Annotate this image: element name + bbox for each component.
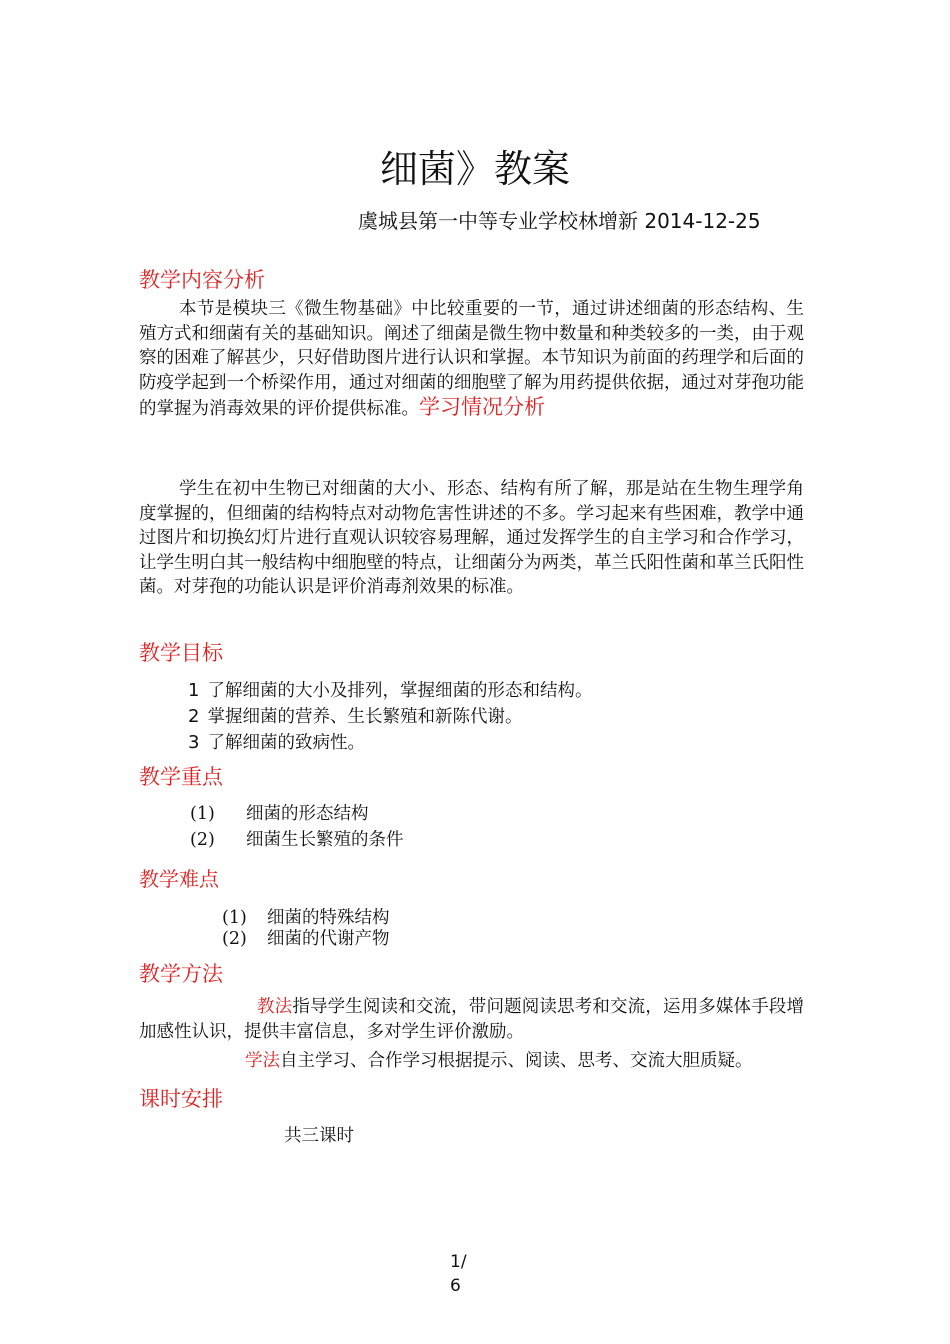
document-title: 细菌》教案 <box>379 147 570 191</box>
heading-difficulties: 教学难点 <box>139 867 219 891</box>
teaching-method-text: 指导学生阅读和交流，带问题阅读思考和交流，运用多媒体手段增加感性认识，提供丰富信息，多对学生评价激励。 <box>139 997 805 1042</box>
heading-objectives: 教学目标 <box>139 641 223 665</box>
heading-student-analysis: 学习情况分析 <box>419 395 545 419</box>
teaching-method-paragraph <box>139 995 804 1044</box>
schedule-text: 共三课时 <box>284 1126 354 1146</box>
learning-method-label: 学法 <box>245 1051 280 1071</box>
objective-item: 1 了解细菌的大小及排列，掌握细菌的形态和结构。 <box>188 680 593 701</box>
objective-item: 2 掌握细菌的营养、生长繁殖和新陈代谢。 <box>188 706 523 727</box>
heading-methods: 教学方法 <box>139 962 223 986</box>
page-number-top: 1/ <box>450 1252 467 1272</box>
content-analysis-paragraph <box>139 297 804 422</box>
learning-method-line <box>245 1047 753 1072</box>
difficulty-item: (2) 细菌的代谢产物 <box>222 929 390 949</box>
teaching-method-label: 教法 <box>257 997 293 1017</box>
learning-method-text: 自主学习、合作学习根据提示、阅读、思考、交流大胆质疑。 <box>280 1051 753 1071</box>
key-point-item: (2) 细菌生长繁殖的条件 <box>190 830 404 850</box>
author-date-line: 虞城县第一中等专业学校林增新 2014-12-25 <box>358 209 761 233</box>
content-analysis-text: 本节是模块三《微生物基础》中比较重要的一节，通过讲述细菌的形态结构、生殖方式和细菌有关的基础知识。阐述了细菌是微生物中数量和种类较多的一类，由于观察的困难了解甚少，只好借助图片进行认识和掌握。本节知识为前面的药理学和后面的防疫学起到一个桥梁作用，通过对细菌的细胞壁了解为用药提供依据，通过对芽孢功能的掌握为消毒效果的评价提供标准。 <box>139 299 804 419</box>
objective-item: 3 了解细菌的致病性。 <box>188 732 365 753</box>
page-number-bottom: 6 <box>450 1276 461 1296</box>
heading-content-analysis: 教学内容分析 <box>139 268 265 292</box>
heading-schedule: 课时安排 <box>139 1087 223 1111</box>
difficulty-item: (1) 细菌的特殊结构 <box>222 908 390 928</box>
heading-key-points: 教学重点 <box>139 765 223 789</box>
student-analysis-paragraph: 学生在初中生物已对细菌的大小、形态、结构有所了解，那是站在生物生理学角度掌握的，但细菌的结构特点对动物危害性讲述的不多。学习起来有些困难，教学中通过图片和切换幻灯片进行直观认识较容易理解，通过发挥学生的自主学习和合作学习，让学生明白其一般结构中细胞壁的特点，让细菌分为两类，革兰氏阳性菌和革兰氏阳性菌。对芽孢的功能认识是评价消毒剂效果的标准。 <box>139 479 804 597</box>
key-point-item: (1) 细菌的形态结构 <box>190 804 369 824</box>
